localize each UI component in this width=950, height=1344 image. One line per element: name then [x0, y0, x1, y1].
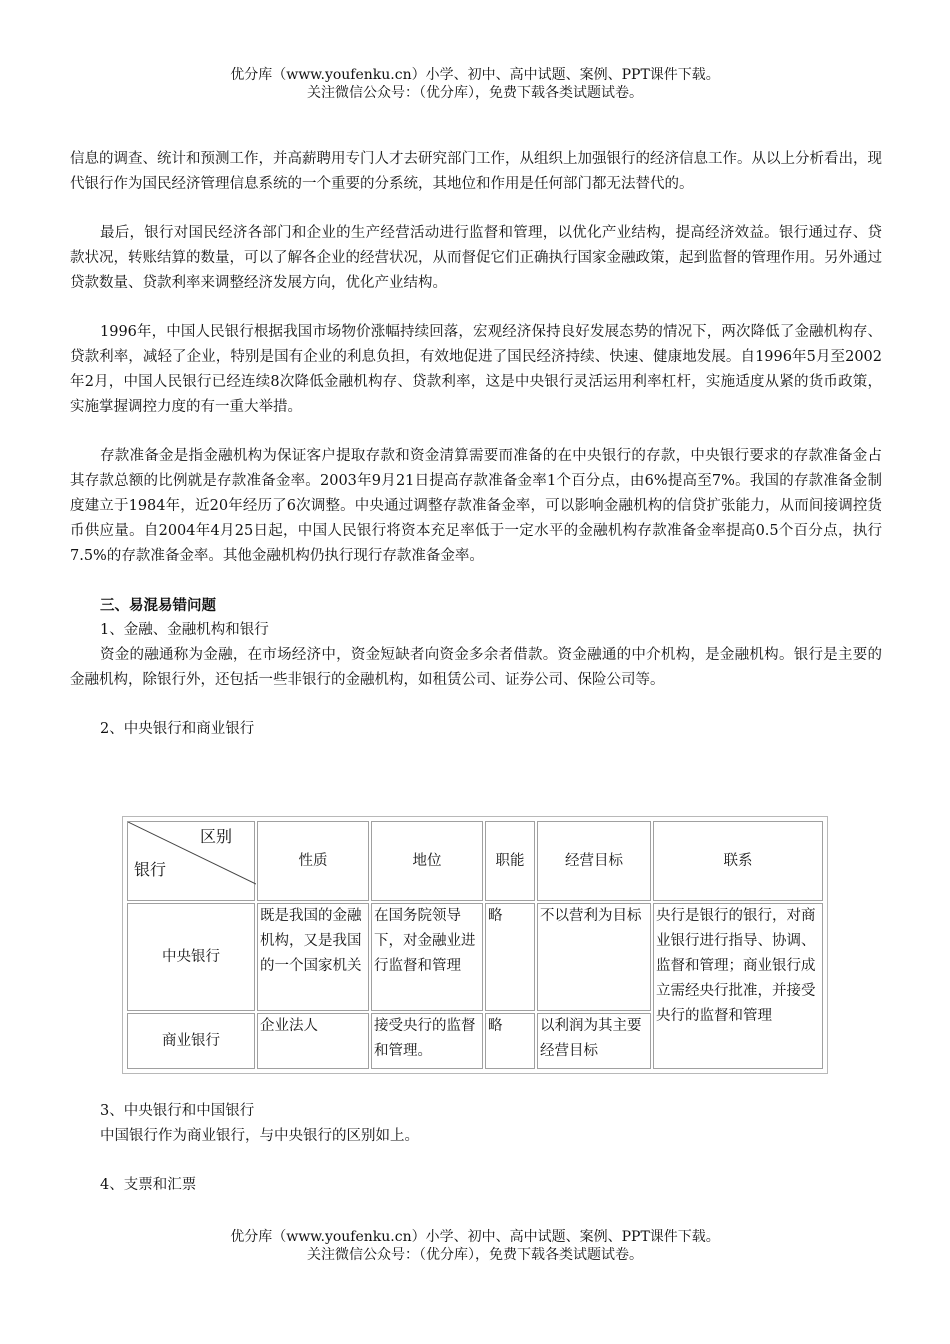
corner-label-difference: 区别: [199, 827, 232, 846]
commercial-function: 略: [485, 1013, 535, 1069]
item-3-title: 3、中央银行和中国银行: [100, 1103, 255, 1119]
item-1-title: 1、金融、金融机构和银行: [100, 622, 269, 638]
item-4-title: 4、支票和汇票: [100, 1177, 197, 1193]
footer-line-1: 优分库（www.youfenku.cn）小学、初中、高中试题、案例、PPT课件下载。: [230, 1229, 720, 1245]
central-nature: 既是我国的金融机构，又是我国的一个国家机关: [257, 903, 369, 1011]
header-goal: 经营目标: [537, 821, 651, 901]
paragraph-1996-rates: 1996年，中国人民银行根据我国市场物价涨幅持续回落，宏观经济保持良好发展态势的情况下，两次降低了金融机构存、贷款利率，减轻了企业，特别是国有企业的利息负担，有效地促进了国民经济持续、快速、健康地发展。自1996年5月至2002年2月，中国人民银行已经连续8次降低金融机构存、贷款利率，这是中央银行灵活运用利率杠杆，实施适度从紧的货币政策，实施掌握调控力度的有一重大举措。: [70, 324, 882, 415]
header-line-2: 关注微信公众号：（优分库），免费下载各类试题试卷。: [307, 85, 643, 101]
paragraph-reserve-ratio: 存款准备金是指金融机构为保证客户提取存款和资金清算需要而准备的在中央银行的存款，中央银行要求的存款准备金占其存款总额的比例就是存款准备金率。2003年9月21日提高存款准备金率1个百分点，由6%提高至7%。我国的存款准备金制度建立于1984年，近20年经历了6次调整。中央通过调整存款准备金率，可以影响金融机构的信贷扩张能力，从而间接调控货币供应量。自2004年4月25日起，中国人民银行将资本充足率低于一定水平的金融机构存款准备金率提高0.5个百分点，执行7.5%的存款准备金率。其他金融机构仍执行现行存款准备金率。: [70, 448, 882, 564]
paragraph-info-work: 信息的调查、统计和预测工作，并高薪聘用专门人才去研究部门工作，从组织上加强银行的经济信息工作。从以上分析看出，现代银行作为国民经济管理信息系统的一个重要的分系统，其地位和作用是任何部门都无法替代的。: [70, 151, 882, 192]
header-position: 地位: [371, 821, 483, 901]
row-commercial-bank: 商业银行: [127, 1013, 255, 1069]
table-corner-cell: [127, 821, 255, 901]
item-2-title: 2、中央银行和商业银行: [100, 721, 255, 737]
footer-line-2: 关注微信公众号：（优分库），免费下载各类试题试卷。: [307, 1247, 643, 1263]
header-line-1: 优分库（www.youfenku.cn）小学、初中、高中试题、案例、PPT课件下载。: [230, 67, 720, 83]
header-relation: 联系: [653, 821, 823, 901]
relation-cell: 央行是银行的银行，对商业银行进行指导、协调、监督和管理；商业银行成立需经央行批准，并接受央行的监督和管理: [653, 903, 823, 1069]
item-3-text: 中国银行作为商业银行，与中央银行的区别如上。: [100, 1128, 419, 1144]
central-function: 略: [485, 903, 535, 1011]
paragraph-supervision: 最后，银行对国民经济各部门和企业的生产经营活动进行监督和管理，以优化产业结构，提高经济效益。银行通过存、贷款状况，转账结算的数量，可以了解各企业的经营状况，从而督促它们正确执行国家金融政策，起到监督的管理作用。另外通过贷款数量、贷款利率来调整经济发展方向，优化产业结构。: [70, 225, 882, 291]
page-footer: [0, 1228, 950, 1264]
document-body-lower: [70, 1099, 882, 1198]
commercial-position: 接受央行的监督和管理。: [371, 1013, 483, 1069]
row-central-bank: 中央银行: [127, 903, 255, 1011]
document-body: [70, 147, 882, 742]
central-goal: 不以营利为目标: [537, 903, 651, 1011]
item-1-text: 资金的融通称为金融，在市场经济中，资金短缺者向资金多余者借款。资金融通的中介机构，是金融机构。银行是主要的金融机构，除银行外，还包括一些非银行的金融机构，如租赁公司、证券公司、保险公司等。: [70, 647, 882, 688]
central-position: 在国务院领导下，对金融业进行监督和管理: [371, 903, 483, 1011]
section-3-title: 三、易混易错问题: [100, 597, 216, 614]
corner-label-bank: 银行: [134, 860, 167, 879]
bank-comparison-table: [122, 816, 828, 1074]
page-header: [0, 66, 950, 102]
commercial-goal: 以利润为其主要经营目标: [537, 1013, 651, 1069]
header-function: 职能: [485, 821, 535, 901]
header-nature: 性质: [257, 821, 369, 901]
commercial-nature: 企业法人: [257, 1013, 369, 1069]
